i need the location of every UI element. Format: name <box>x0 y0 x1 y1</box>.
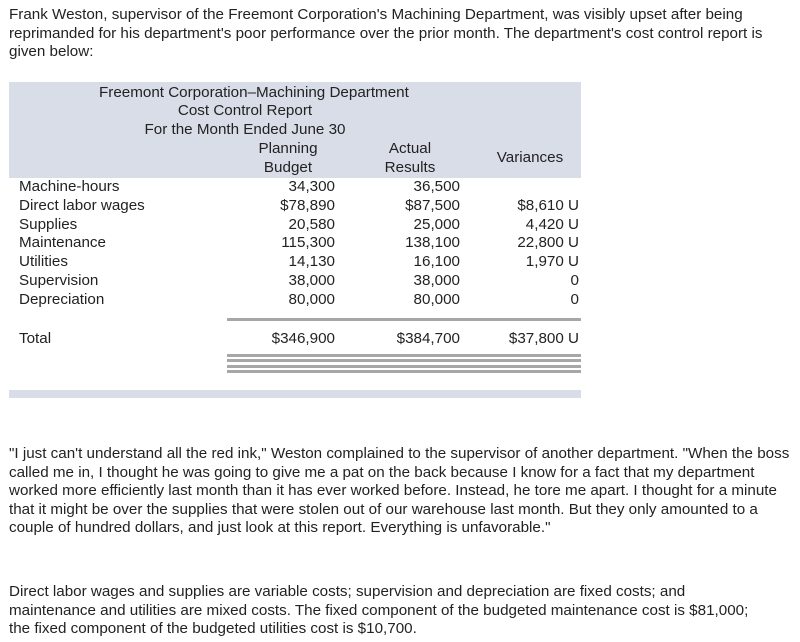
row-label: Supplies <box>19 216 78 233</box>
row-budget: 115,300 <box>281 234 335 251</box>
header-actual-line2: Results <box>384 159 436 176</box>
report-period: For the Month Ended June 30 <box>144 121 346 138</box>
row-label: Supervision <box>19 272 99 289</box>
row-variance: 4,420 U <box>525 216 579 233</box>
subtotal-rule <box>227 318 581 321</box>
report-footer-band <box>9 390 581 398</box>
total-actual: $384,700 <box>396 330 460 347</box>
row-variance: $8,610 U <box>517 197 579 214</box>
row-actual: 36,500 <box>413 178 460 195</box>
total-double-rule <box>227 354 581 362</box>
row-variance: 22,800 U <box>517 234 579 251</box>
row-label: Maintenance <box>19 234 106 251</box>
report-company: Freemont Corporation–Machining Department <box>99 84 409 101</box>
row-budget: 20,580 <box>288 216 335 233</box>
row-budget: $78,890 <box>280 197 335 214</box>
row-budget: 38,000 <box>288 272 335 289</box>
row-actual: 138,100 <box>405 234 460 251</box>
report-title: Cost Control Report <box>177 102 313 119</box>
row-actual: 80,000 <box>413 291 460 308</box>
intro-paragraph: Frank Weston, supervisor of the Freemont Corporation's Machining Department, was visibly upset after being reprimanded for his department's poor performance over the prior month. The department's cost control report is given below: <box>9 6 763 61</box>
row-label: Machine-hours <box>19 178 120 195</box>
row-variance: 1,970 U <box>525 253 579 270</box>
row-label: Utilities <box>19 253 68 270</box>
header-variances: Variances <box>496 149 564 166</box>
row-actual: 25,000 <box>413 216 460 233</box>
total-label: Total <box>19 330 52 347</box>
row-variance: 0 <box>570 272 579 289</box>
total-budget: $346,900 <box>271 330 335 347</box>
header-planning-line2: Budget <box>263 159 313 176</box>
row-variance: 0 <box>570 291 579 308</box>
row-budget: 34,300 <box>288 178 335 195</box>
row-budget: 14,130 <box>288 253 335 270</box>
row-label: Direct labor wages <box>19 197 145 214</box>
total-double-rule <box>227 365 581 373</box>
row-actual: 16,100 <box>413 253 460 270</box>
total-variance: $37,800 U <box>508 330 579 347</box>
cost-behavior-paragraph: Direct labor wages and supplies are variable costs; supervision and depreciation are fixed costs; and maintenance and utilities are mixed costs. The fixed component of the budgeted maintenance cost is $81,000; the fixed component of the budgeted utilities cost is $10,700. <box>9 583 749 638</box>
row-label: Depreciation <box>19 291 105 308</box>
row-actual: 38,000 <box>413 272 460 289</box>
header-planning-line1: Planning <box>258 140 318 157</box>
cost-control-report <box>9 82 581 398</box>
row-budget: 80,000 <box>288 291 335 308</box>
quote-paragraph: "I just can't understand all the red ink," Weston complained to the supervisor of another department. "When the boss called me in, I thought he was going to give me a pat on the back because I know for a fact that my department worked more efficiently last month than it has ever worked before. Instead, he tore me apart. I thought for a minute that it might be over the supplies that were stolen out of our warehouse last month. But they only amounted to a couple of hundred dollars, and just look at this report. Everything is unfavorable." <box>9 445 790 537</box>
header-actual-line1: Actual <box>388 140 432 157</box>
row-actual: $87,500 <box>405 197 460 214</box>
